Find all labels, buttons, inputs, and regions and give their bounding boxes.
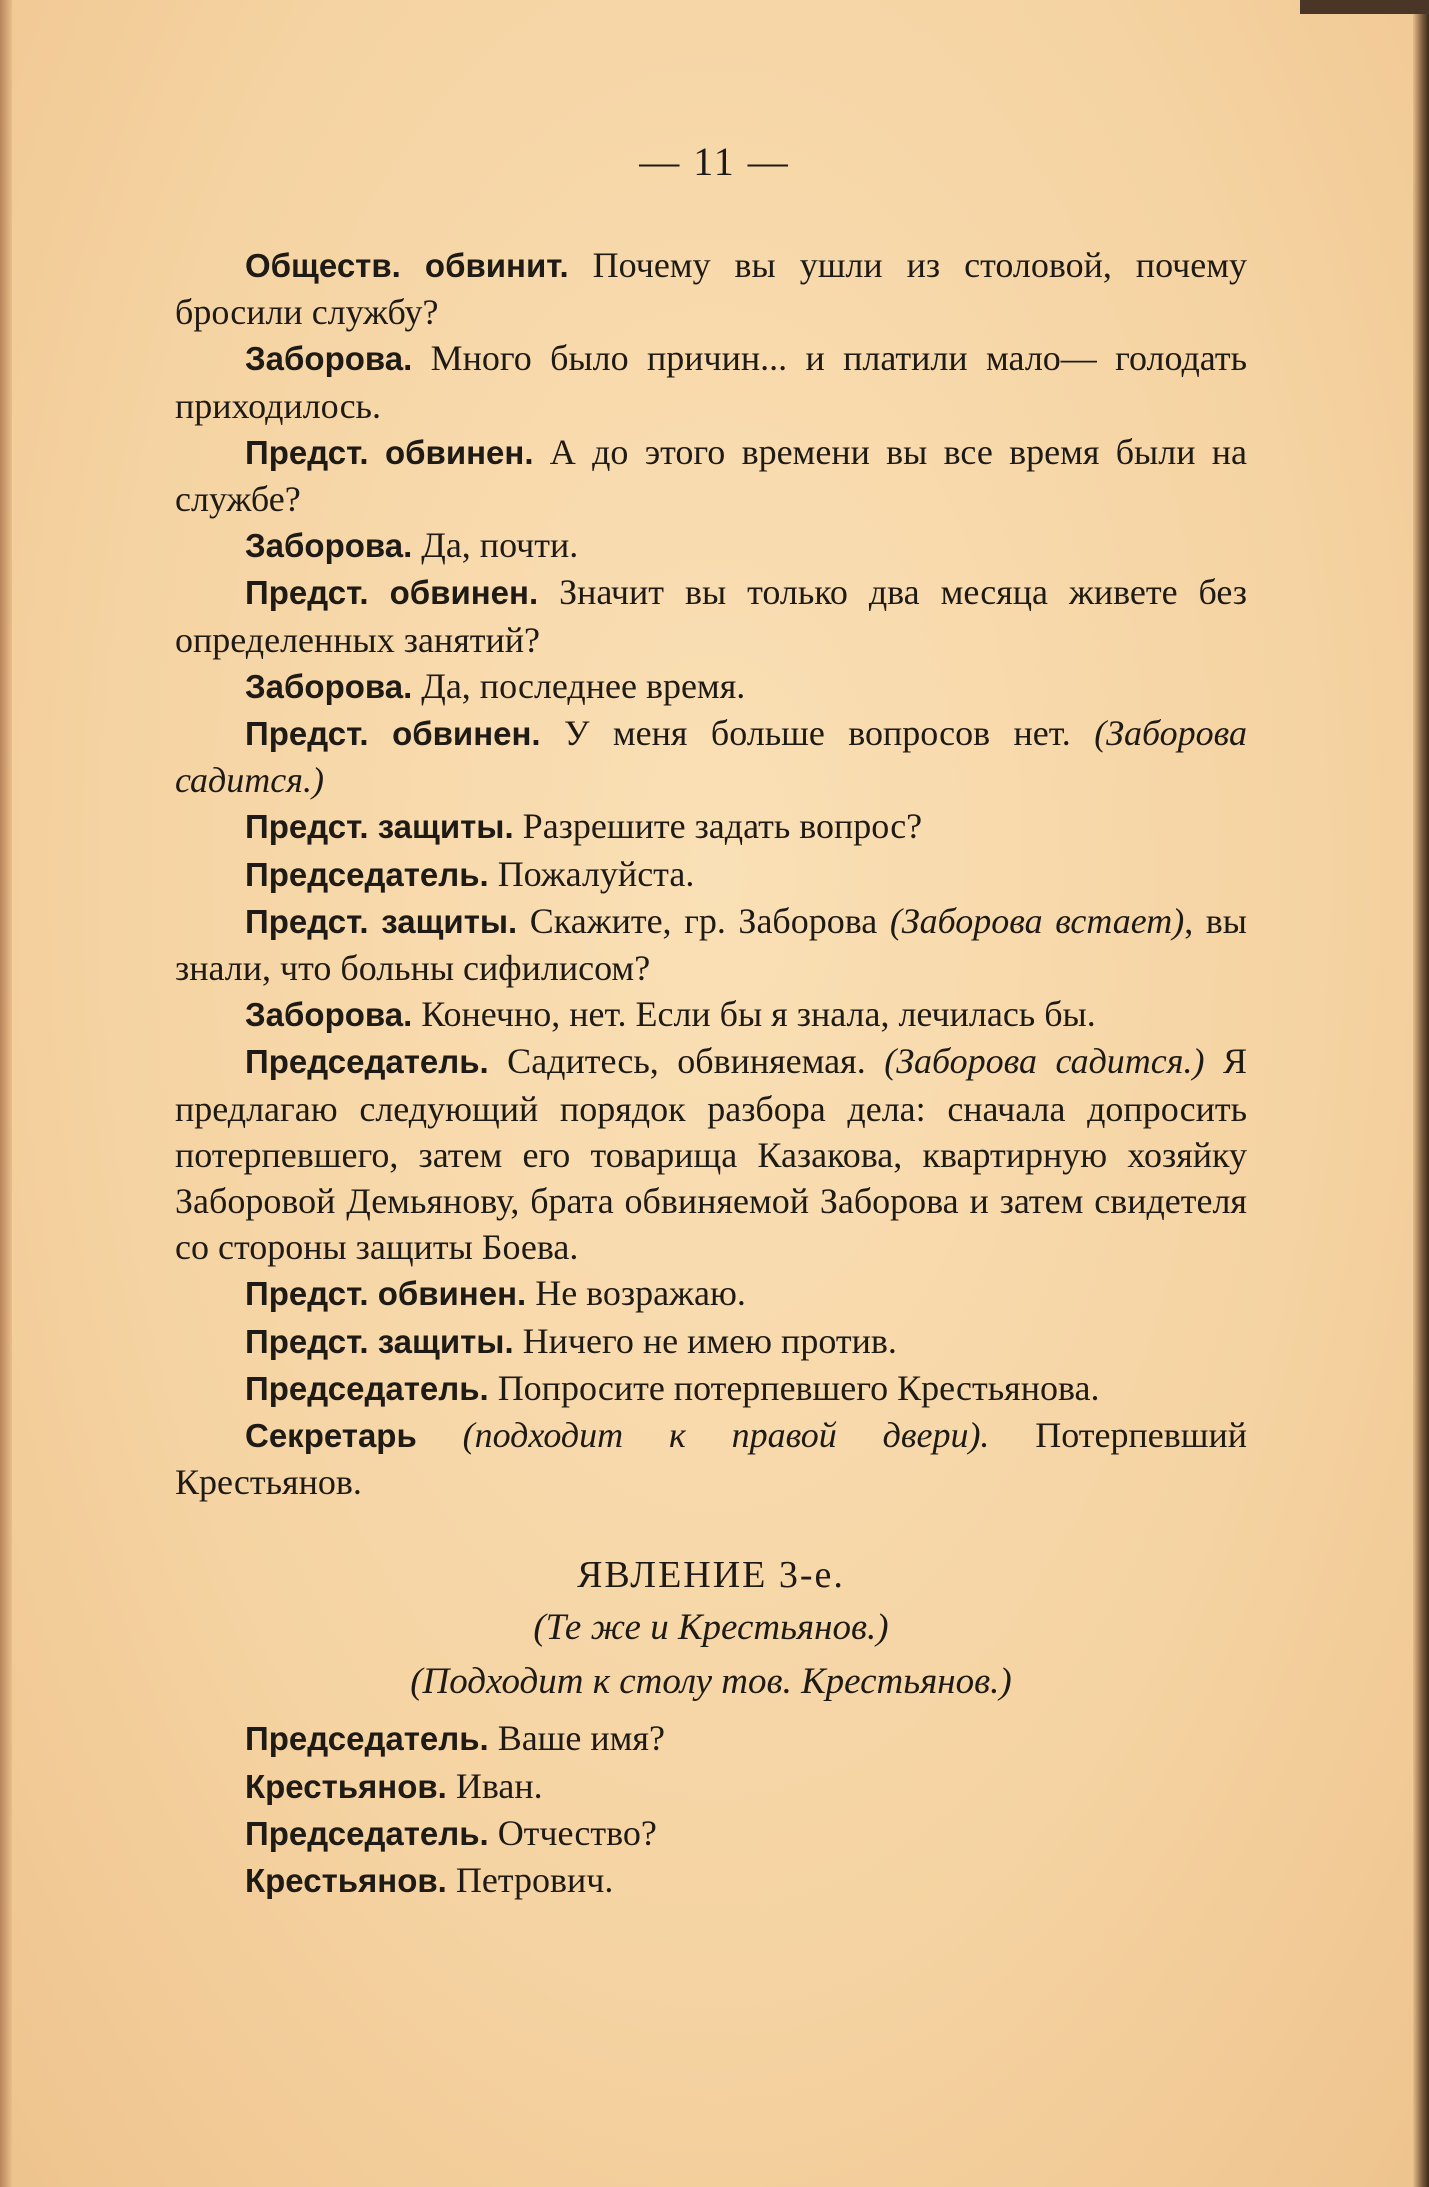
speaker-name: Заборова.: [245, 527, 413, 565]
stage-direction: (Заборова садится.): [884, 1041, 1205, 1082]
dialogue-line: [175, 429, 1247, 522]
speech-text-continued: , вы знали, что больны сифилисом?: [175, 900, 1247, 989]
speech-text: Садитесь, обвиняемая.: [488, 1041, 885, 1082]
stage-direction: (Заборова садится.): [175, 713, 1248, 801]
stage-direction: (Заборова встает): [889, 900, 1185, 941]
speech-text: Отчество?: [488, 1812, 657, 1853]
dialogue-line: [175, 1412, 1247, 1505]
speaker-name: Предст. защиты.: [245, 902, 518, 940]
speech-text: Иван.: [446, 1765, 543, 1806]
speech-text: Почему вы ушли из столовой, почему бросили службу?: [175, 245, 1247, 333]
dialogue-block-2: [175, 1715, 1247, 1904]
speech-text: Разрешите задать вопрос?: [513, 806, 923, 847]
dialogue-line: [175, 569, 1247, 662]
speech-text: Попросите потерпевшего Крестьянова.: [488, 1367, 1100, 1408]
speech-text: Конечно, нет. Если бы я знала, лечилась бы.: [412, 994, 1096, 1035]
dialogue-line: [175, 242, 1247, 335]
speaker-name: Секретарь: [245, 1417, 417, 1455]
speaker-name: Предст. защиты.: [245, 808, 514, 846]
dialogue-line: [175, 1365, 1247, 1412]
speaker-name: Председатель.: [245, 1720, 489, 1758]
page-body: [175, 242, 1247, 1904]
speech-text-continued: Я предлагаю следующий порядок разбора дела: сначала допросить потерпевшего, затем его товарища Казакова, квартирную хозяйку Заборовой Демьянову, брата обвиняемой Заборова и затем свидетеля со стороны защиты Боева.: [175, 1041, 1248, 1268]
dialogue-line: [175, 1857, 1247, 1904]
page-edge-right: [1413, 0, 1429, 2187]
dialogue-line: [175, 335, 1247, 428]
page-corner-top: [1300, 0, 1429, 14]
speaker-name: Предст. обвинен.: [245, 574, 539, 612]
speech-text: Много было причин... и платили мало— голодать приходилось.: [175, 338, 1247, 426]
dialogue-line: [175, 803, 1247, 850]
scene-subtitle-2: (Подходит к столу тов. Крестьянов.): [410, 1661, 1012, 1703]
dialogue-line: [175, 898, 1247, 991]
dialogue-line: [175, 522, 1247, 569]
dialogue-line: [175, 1038, 1247, 1270]
dialogue-block-1: [175, 242, 1247, 1505]
dialogue-line: [175, 1810, 1247, 1857]
page-number: — 11 —: [639, 139, 790, 184]
speaker-name: Крестьянов.: [245, 1767, 447, 1805]
scene-subtitle-1: (Те же и Крестьянов.): [533, 1607, 889, 1649]
speech-text: Не возражаю.: [526, 1273, 746, 1314]
speech-text: Да, почти.: [412, 525, 579, 566]
speech-text-continued: Потерпевший Крестьянов.: [175, 1415, 1248, 1503]
speaker-name: Предст. обвинен.: [245, 715, 541, 753]
scene-heading: ЯВЛЕНИЕ 3-е.: [577, 1554, 845, 1597]
speech-text: Петрович.: [446, 1860, 614, 1901]
speaker-name: Крестьянов.: [245, 1862, 447, 1900]
speaker-name: Председатель.: [245, 1814, 489, 1852]
speaker-name: Обществ. обвинит.: [245, 247, 569, 284]
speaker-name: Заборова.: [245, 996, 413, 1034]
page-edge-left: [0, 0, 12, 2187]
speech-text: У меня больше вопросов нет.: [540, 713, 1095, 754]
dialogue-line: [175, 1318, 1247, 1365]
dialogue-line: [175, 663, 1247, 710]
speaker-name: Председатель.: [245, 1369, 489, 1407]
speech-text: Значит вы только два месяца живете без определенных занятий?: [175, 572, 1247, 660]
dialogue-line: [175, 1270, 1247, 1317]
stage-direction: (подходит к правой двери).: [462, 1415, 990, 1456]
speaker-name: Заборова.: [245, 340, 413, 378]
speaker-name: Заборова.: [245, 667, 413, 705]
dialogue-line: [175, 710, 1247, 803]
speech-text: Скажите, гр. Заборова: [517, 900, 890, 941]
speaker-name: Предст. обвинен.: [245, 433, 534, 471]
speech-text: Ничего не имею против.: [513, 1320, 897, 1361]
speech-text: [417, 1415, 463, 1455]
speech-text: Да, последнее время.: [412, 665, 746, 706]
dialogue-line: [175, 991, 1247, 1038]
speaker-name: Председатель.: [245, 1043, 489, 1081]
dialogue-line: [175, 1715, 1247, 1762]
dialogue-line: [175, 851, 1247, 898]
speaker-name: Предст. защиты.: [245, 1322, 514, 1360]
speech-text: Ваше имя?: [488, 1718, 665, 1759]
speech-text: Пожалуйста.: [488, 853, 695, 894]
speech-text: А до этого времени вы все время были на службе?: [175, 431, 1247, 520]
dialogue-line: [175, 1763, 1247, 1810]
speaker-name: Председатель.: [245, 855, 489, 893]
speaker-name: Предст. обвинен.: [245, 1275, 527, 1313]
